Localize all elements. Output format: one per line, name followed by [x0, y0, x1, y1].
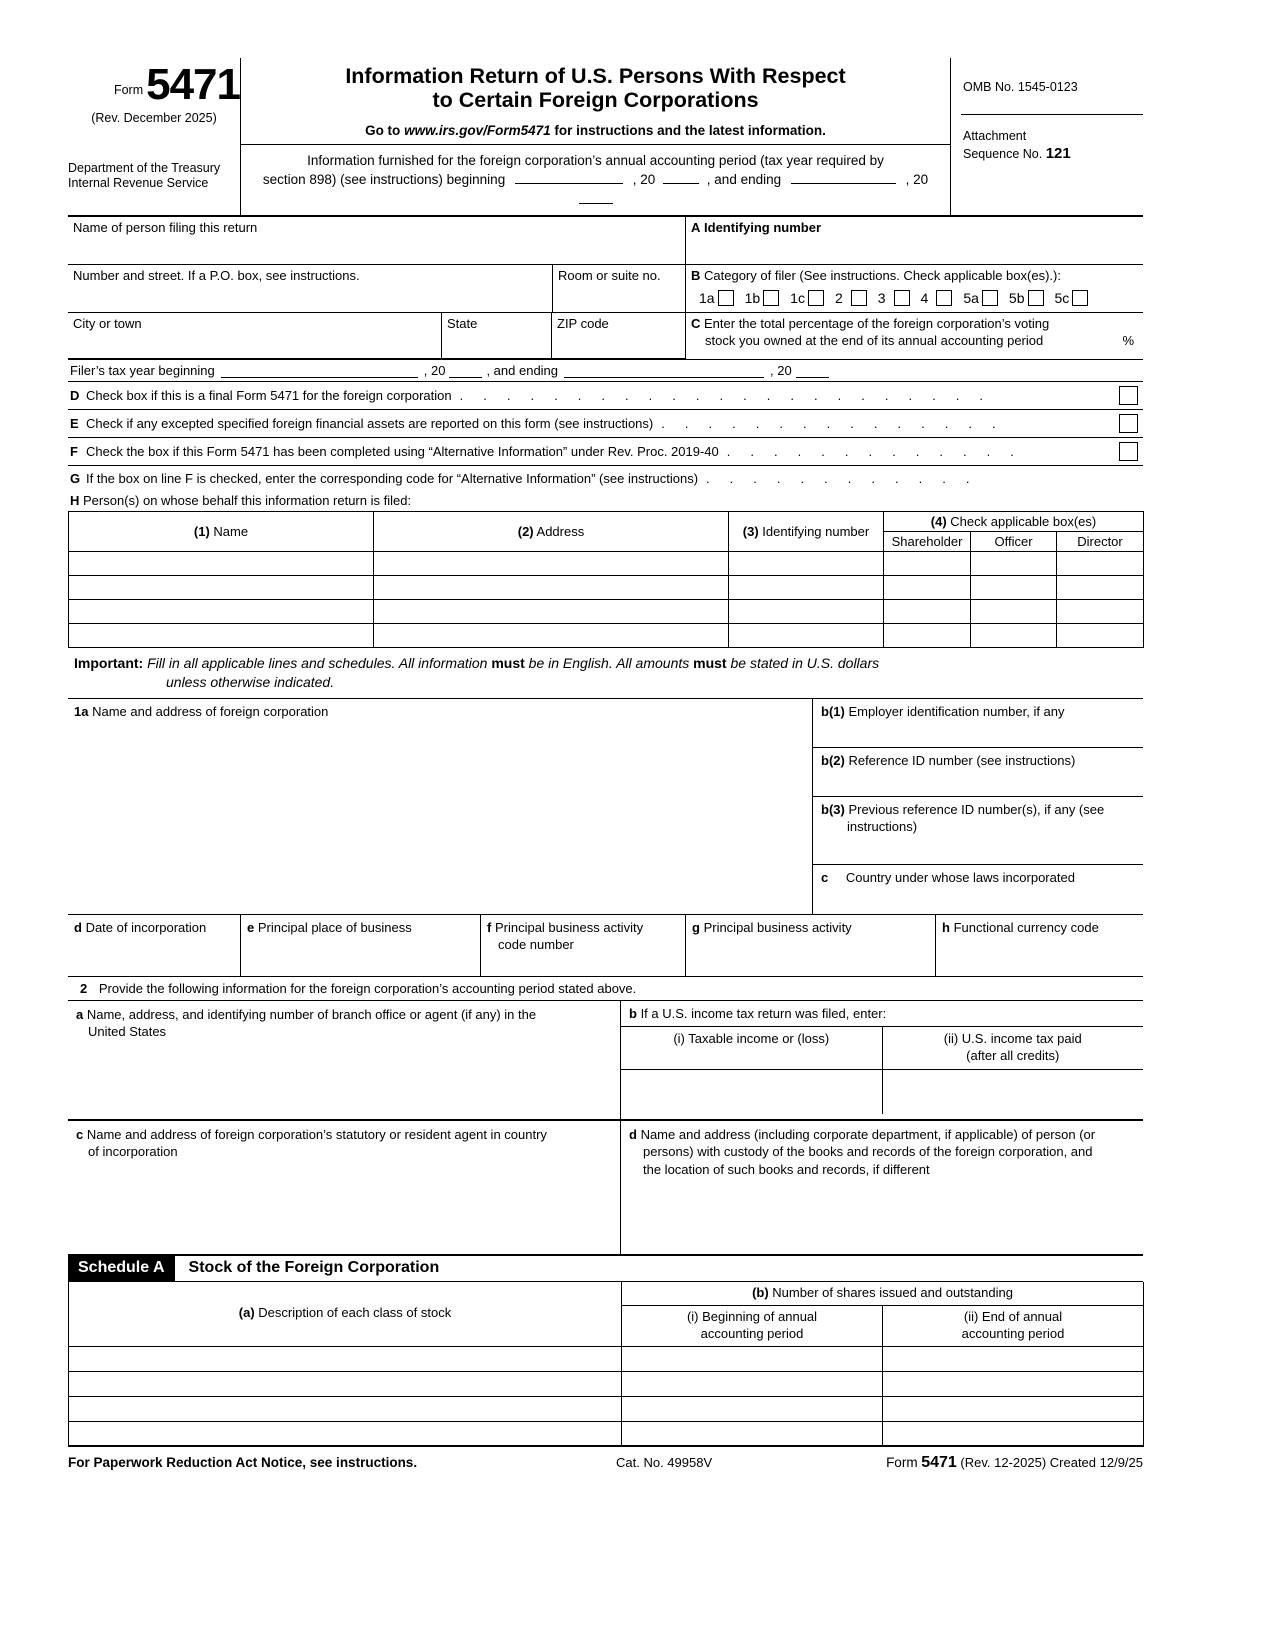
line-e-leader: . . . . . . . . . . . . . . .	[661, 417, 1004, 431]
cell-id[interactable]	[729, 600, 884, 624]
line-2d-text-2: persons) with custody of the books and records of the foreign corporation, and	[643, 1144, 1093, 1160]
line-d-leader: . . . . . . . . . . . . . . . . . . . . . . .	[459, 389, 992, 403]
filer-zip-label: ZIP code	[557, 316, 609, 332]
line-2c-label: c	[76, 1127, 84, 1143]
cell-officer[interactable]	[971, 600, 1057, 624]
line-2b-subheaders	[621, 1027, 1143, 1070]
checkbox-1b[interactable]	[763, 290, 779, 306]
section-2-number: 2	[80, 981, 88, 997]
beginning-date-field[interactable]	[515, 170, 623, 184]
schedule-a-beginning-line-1: (i) Beginning of annual	[686, 1308, 818, 1324]
filer-tax-year-20b: , 20	[770, 363, 792, 379]
accounting-period-block	[241, 144, 950, 214]
line-h-sub-shareholder: Shareholder	[884, 532, 971, 552]
schedule-a-table	[68, 1282, 1144, 1447]
col-1-text: Name	[209, 524, 249, 540]
line-1a-text: Name and address of foreign corporation	[88, 704, 329, 720]
category-item-5b[interactable]	[1009, 290, 1044, 306]
line-2c-text: Name and address of foreign corporation’s statutory or resident agent in country	[83, 1127, 547, 1143]
footer-form-word: Form	[886, 1455, 918, 1471]
line-2b-entry-row	[621, 1070, 1143, 1114]
header-title-block	[240, 58, 951, 215]
line-f-detail-text-2: code number	[498, 936, 574, 952]
line-e-box-cell[interactable]	[1113, 414, 1143, 433]
filer-tax-year-20a: , 20	[423, 363, 446, 379]
form-title-line-1: Information Return of U.S. Persons With Respect	[345, 64, 846, 88]
category-label-1a: 1a	[699, 289, 715, 306]
line-c-label: c	[821, 870, 829, 886]
voting-stock-text-1: Enter the total percentage of the foreign corporation’s voting	[704, 316, 1050, 332]
schedule-a-col-end	[883, 1305, 1144, 1346]
identifying-number-text: Identifying number	[704, 220, 822, 236]
cell-beginning-shares[interactable]	[622, 1421, 883, 1446]
table-row[interactable]	[69, 552, 1144, 576]
furnish-ending-label: , and ending	[706, 172, 782, 188]
ending-date-field[interactable]	[791, 170, 896, 184]
cell-address[interactable]	[374, 624, 729, 648]
table-row[interactable]	[69, 624, 1144, 648]
voting-stock-text-2: stock you owned at the end of its annual accounting period	[705, 332, 1044, 348]
cell-address[interactable]	[374, 552, 729, 576]
important-label: Important:	[74, 655, 144, 672]
line-2d-text-3: the location of such books and records, if different	[643, 1161, 930, 1177]
line-h-letter: H	[70, 493, 80, 509]
us-tax-paid-field[interactable]	[883, 1070, 1144, 1114]
cell-end-shares[interactable]	[883, 1346, 1144, 1371]
us-tax-return-block	[621, 1001, 1143, 1119]
category-item-4[interactable]	[921, 290, 953, 306]
line-e	[68, 409, 1143, 437]
category-item-5a[interactable]	[963, 290, 998, 306]
line-g	[68, 465, 1143, 491]
cell-id[interactable]	[729, 552, 884, 576]
important-text-b: be in English. All amounts	[524, 655, 694, 672]
line-f	[68, 437, 1143, 465]
category-item-1a[interactable]	[699, 290, 734, 306]
filer-tax-year-end-year-field[interactable]	[796, 364, 829, 378]
employer-id-cell[interactable]	[813, 699, 1143, 748]
schedule-a-header-row-1	[69, 1282, 1144, 1305]
functional-currency-cell[interactable]	[936, 915, 1143, 976]
line-e-detail-text: Principal place of business	[254, 920, 412, 936]
line-b2-label: b(2)	[821, 753, 845, 769]
schedule-a-col-description	[69, 1282, 622, 1346]
principal-business-activity-cell[interactable]	[686, 915, 936, 976]
col-3-number: (3)	[742, 524, 759, 540]
important-note	[68, 648, 1143, 699]
category-item-5c[interactable]	[1055, 290, 1089, 306]
form-5471-page	[68, 58, 1143, 1472]
line-f-letter: F	[70, 444, 78, 460]
line-2d-text: Name and address (including corporate department, if applicable) of person (or	[636, 1127, 1096, 1143]
filer-street-cell[interactable]	[68, 265, 553, 312]
abc-column	[686, 217, 1143, 359]
important-text-a: Fill in all applicable lines and schedules. All information	[147, 655, 492, 672]
line-h-header-row-1	[69, 512, 1144, 532]
footer-form-info	[884, 1454, 1143, 1472]
voting-stock-percentage-cell	[686, 313, 1143, 359]
schedule-a-end-line-2: accounting period	[961, 1325, 1065, 1341]
cell-shareholder[interactable]	[884, 576, 971, 600]
category-label-5c: 5c	[1054, 289, 1070, 306]
filer-room-cell[interactable]	[553, 265, 685, 312]
schedule-a-end-line-1: (ii) End of annual	[963, 1308, 1063, 1324]
filer-room-label: Room or suite no.	[558, 268, 661, 284]
schedule-a-col-shares	[622, 1282, 1144, 1305]
schedule-a-tag: Schedule A	[68, 1256, 175, 1281]
cell-name[interactable]	[69, 576, 374, 600]
category-label-5a: 5a	[963, 289, 979, 306]
line-b3-text: Previous reference ID number(s), if any (see	[844, 802, 1105, 818]
line-g-letter: G	[70, 471, 81, 487]
checkbox-line-e[interactable]	[1119, 414, 1138, 433]
line-2b-label: b	[629, 1006, 637, 1022]
cell-description[interactable]	[69, 1396, 622, 1421]
category-of-filer-text: Category of filer (See instructions. Check applicable box(es).):	[704, 268, 1061, 284]
line-h-col-name	[69, 512, 374, 552]
filer-city-label: City or town	[73, 316, 142, 332]
category-of-filer-cell	[686, 265, 1143, 313]
corp-ids-column	[813, 699, 1143, 914]
filer-city-cell[interactable]	[68, 313, 442, 358]
cell-id[interactable]	[729, 624, 884, 648]
line-f-label: f	[487, 920, 492, 936]
line-2d-label: d	[629, 1127, 637, 1143]
line-h-label: h	[942, 920, 950, 936]
cell-officer[interactable]	[971, 576, 1057, 600]
cell-description[interactable]	[69, 1421, 622, 1446]
furnish-beginning-label: section 898) (see instructions) beginning	[262, 172, 506, 188]
department-line-2: Internal Revenue Service	[68, 175, 209, 190]
checkbox-2[interactable]	[851, 290, 867, 306]
us-tax-paid-line-1: (ii) U.S. income tax paid	[943, 1031, 1082, 1047]
line-h-text: Person(s) on whose behalf this information return is filed:	[83, 493, 412, 509]
schedule-a-title: Stock of the Foreign Corporation	[188, 1259, 440, 1277]
form-word-label: Form	[113, 82, 144, 97]
checkbox-1c[interactable]	[808, 290, 824, 306]
corp-details-row	[68, 915, 1143, 977]
checkbox-5b[interactable]	[1028, 290, 1044, 306]
catalog-number: Cat. No. 49958V	[616, 1455, 713, 1471]
col-4-number: (4)	[930, 514, 947, 530]
line-h-col-identifying-number	[729, 512, 884, 552]
taxable-income-header: (i) Taxable income or (loss)	[621, 1027, 883, 1069]
letter-c: C	[691, 316, 701, 332]
line-h-header	[68, 491, 1143, 511]
table-row[interactable]	[69, 1421, 1144, 1446]
cell-shareholder[interactable]	[884, 624, 971, 648]
col-4-text: Check applicable box(es)	[946, 514, 1097, 530]
goto-url[interactable]: www.irs.gov/Form5471	[404, 122, 551, 138]
col-2-text: Address	[533, 524, 585, 540]
line-h-sub-director: Director	[1057, 532, 1144, 552]
line-h-sub-officer: Officer	[971, 532, 1057, 552]
goto-suffix: for instructions and the latest information.	[554, 122, 826, 138]
country-incorporated-cell[interactable]	[813, 865, 1143, 914]
important-text-c: be stated in U.S. dollars	[726, 655, 880, 672]
category-item-2[interactable]	[835, 290, 867, 306]
filer-state-cell[interactable]	[442, 313, 552, 358]
form-header	[68, 58, 1143, 217]
cell-officer[interactable]	[971, 552, 1057, 576]
percent-sign: %	[1122, 332, 1134, 348]
schedule-a-col-a-text: Description of each class of stock	[254, 1305, 452, 1321]
furnish-20-b: , 20	[905, 172, 929, 188]
category-checkbox-row	[691, 290, 1138, 306]
cell-beginning-shares[interactable]	[622, 1346, 883, 1371]
form-revision-date: (Rev. December 2025)	[91, 110, 217, 125]
line-b1-label: b(1)	[821, 704, 845, 720]
attachment-sequence-label: Sequence No.	[963, 146, 1043, 161]
identifying-number-label	[691, 220, 1138, 236]
line-h-table	[68, 511, 1144, 648]
category-label-4: 4	[920, 289, 929, 306]
line-d-box-cell[interactable]	[1113, 386, 1143, 405]
line-d-letter: D	[70, 388, 80, 404]
category-label-2: 2	[834, 289, 843, 306]
cell-shareholder[interactable]	[884, 600, 971, 624]
filer-name-cell[interactable]	[68, 217, 685, 265]
cell-director[interactable]	[1057, 624, 1144, 648]
cell-director[interactable]	[1057, 600, 1144, 624]
category-item-1b[interactable]	[745, 290, 780, 306]
corp-name-address-cell[interactable]	[68, 699, 813, 914]
line-d-label: d	[74, 920, 82, 936]
line-g-detail-text: Principal business activity	[699, 920, 852, 936]
attachment-label: Attachment	[963, 129, 1027, 143]
checkbox-line-d[interactable]	[1119, 386, 1138, 405]
cell-id[interactable]	[729, 576, 884, 600]
important-must-1: must	[491, 655, 525, 672]
cell-director[interactable]	[1057, 576, 1144, 600]
ending-year-field[interactable]	[579, 190, 613, 204]
filer-zip-cell[interactable]	[552, 313, 685, 358]
important-line-2: unless otherwise indicated.	[166, 674, 335, 691]
footer-form-number: 5471	[921, 1454, 957, 1472]
us-tax-paid-header	[883, 1027, 1144, 1069]
line-d-detail-text: Date of incorporation	[81, 920, 207, 936]
checkbox-5c[interactable]	[1072, 290, 1088, 306]
line-c-text: Country under whose laws incorporated	[845, 870, 1075, 886]
cell-name[interactable]	[69, 624, 374, 648]
line-h-detail-text: Functional currency code	[949, 920, 1099, 936]
cell-beginning-shares[interactable]	[622, 1371, 883, 1396]
beginning-year-field[interactable]	[663, 170, 699, 184]
col-3-text: Identifying number	[758, 524, 870, 540]
furnish-20-a: , 20	[632, 172, 656, 188]
footer-revision: (Rev. 12-2025) Created 12/9/25	[960, 1455, 1143, 1471]
filer-address-column	[68, 217, 686, 359]
foreign-corporation-block	[68, 699, 1143, 915]
form-footer	[68, 1447, 1143, 1472]
line-e-text: Check if any excepted specified foreign financial assets are reported on this form (see instructions)	[86, 416, 654, 432]
branch-office-cell[interactable]	[68, 1001, 621, 1119]
voting-stock-label-line2	[691, 333, 1138, 349]
filer-state-label: State	[447, 316, 478, 332]
line-f-leader: . . . . . . . . . . . . .	[726, 445, 1023, 459]
omb-number: OMB No. 1545-0123	[963, 80, 1078, 94]
line-f-detail-text: Principal business activity	[491, 920, 644, 936]
section-2ab-row	[68, 1001, 1143, 1121]
line-g-label: g	[692, 920, 700, 936]
filer-city-row	[68, 313, 685, 359]
line-e-letter: E	[70, 416, 79, 432]
line-2a-label: a	[76, 1007, 84, 1023]
filer-street-row	[68, 265, 685, 313]
filer-and-abc-block	[68, 217, 1143, 359]
cell-name[interactable]	[69, 600, 374, 624]
schedule-a-bar	[68, 1256, 1143, 1282]
header-right-block	[951, 58, 1143, 215]
voting-stock-label-line1	[691, 316, 1138, 332]
cell-address[interactable]	[374, 600, 729, 624]
line-e-label: e	[247, 920, 255, 936]
important-must-2: must	[693, 655, 727, 672]
schedule-a-col-a-number: (a)	[238, 1305, 255, 1321]
identifying-number-cell[interactable]	[686, 217, 1143, 265]
line-1a-label: 1a	[74, 704, 89, 720]
previous-reference-id-cell[interactable]	[813, 797, 1143, 865]
paperwork-notice: For Paperwork Reduction Act Notice, see instructions.	[68, 1455, 418, 1471]
line-d-text: Check box if this is a final Form 5471 for the foreign corporation	[86, 388, 452, 404]
category-label-1c: 1c	[790, 289, 805, 306]
department-block	[68, 161, 240, 191]
cell-address[interactable]	[374, 576, 729, 600]
filer-tax-year-row	[68, 359, 1143, 381]
checkbox-line-f[interactable]	[1119, 442, 1138, 461]
goto-instructions	[249, 123, 942, 138]
cell-end-shares[interactable]	[883, 1396, 1144, 1421]
table-row[interactable]	[69, 1346, 1144, 1371]
department-line-1: Department of the Treasury	[68, 160, 221, 175]
filer-name-label: Name of person filing this return	[73, 220, 258, 236]
header-left-block	[68, 58, 240, 215]
filer-tax-year-ending-label: , and ending	[486, 363, 559, 379]
line-g-text: If the box on line F is checked, enter the corresponding code for “Alternative Information” (see instructions)	[86, 471, 699, 487]
line-d	[68, 381, 1143, 409]
line-2a-text-2: United States	[88, 1024, 167, 1040]
cell-officer[interactable]	[971, 624, 1057, 648]
table-row[interactable]	[69, 1371, 1144, 1396]
line-g-leader: . . . . . . . . . . . .	[706, 472, 978, 486]
table-row[interactable]	[69, 600, 1144, 624]
line-h-col-address	[374, 512, 729, 552]
statutory-agent-cell[interactable]	[68, 1121, 621, 1254]
form-number: 5471	[146, 60, 240, 109]
schedule-a-col-b-text: Number of shares issued and outstanding	[768, 1285, 1013, 1301]
section-2cd-row	[68, 1121, 1143, 1256]
category-label-1b: 1b	[744, 289, 761, 306]
line-h-col-check-boxes	[884, 512, 1144, 532]
business-activity-code-cell[interactable]	[481, 915, 686, 976]
cell-director[interactable]	[1057, 552, 1144, 576]
line-2c-text-2: of incorporation	[88, 1144, 178, 1160]
schedule-a-col-b-number: (b)	[752, 1285, 769, 1301]
col-1-number: (1)	[193, 524, 210, 540]
attachment-sequence-number: 121	[1045, 144, 1071, 162]
attachment-sequence	[961, 114, 1143, 169]
filer-street-label: Number and street. If a P.O. box, see instructions.	[73, 268, 360, 284]
schedule-a-col-beginning	[622, 1305, 883, 1346]
col-2-number: (2)	[517, 524, 534, 540]
cell-description[interactable]	[69, 1371, 622, 1396]
schedule-a-beginning-line-2: accounting period	[700, 1325, 804, 1341]
section-2-text: Provide the following information for the foreign corporation’s accounting period stated above.	[98, 981, 637, 997]
principal-place-of-business-cell[interactable]	[241, 915, 481, 976]
cell-shareholder[interactable]	[884, 552, 971, 576]
filer-tax-year-begin-label: Filer’s tax year beginning	[70, 363, 215, 379]
goto-prefix: Go to	[365, 122, 401, 138]
category-of-filer-label	[691, 268, 1138, 284]
filer-tax-year-end-field[interactable]	[564, 364, 764, 378]
us-tax-paid-line-2: (after all credits)	[966, 1047, 1060, 1063]
line-2a-text: Name, address, and identifying number of branch office or agent (if any) in the	[83, 1007, 537, 1023]
section-2-header	[68, 977, 1143, 1001]
table-row[interactable]	[69, 1396, 1144, 1421]
line-2b-header	[621, 1001, 1143, 1027]
category-item-1c[interactable]	[790, 290, 824, 306]
cell-end-shares[interactable]	[883, 1421, 1144, 1446]
line-b3-text-2: instructions)	[847, 818, 918, 834]
checkbox-3[interactable]	[894, 290, 910, 306]
books-custody-cell[interactable]	[621, 1121, 1143, 1254]
form-identifier	[68, 58, 240, 109]
checkbox-5a[interactable]	[982, 290, 998, 306]
cell-description[interactable]	[69, 1346, 622, 1371]
form-title-line-2: to Certain Foreign Corporations	[432, 88, 759, 113]
table-row[interactable]	[69, 576, 1144, 600]
filer-tax-year-begin-field[interactable]	[221, 364, 418, 378]
category-item-3[interactable]	[878, 290, 910, 306]
taxable-income-field[interactable]	[621, 1070, 883, 1114]
line-2b-text: If a U.S. income tax return was filed, enter:	[636, 1006, 887, 1022]
cell-beginning-shares[interactable]	[622, 1396, 883, 1421]
checkbox-4[interactable]	[936, 290, 952, 306]
category-label-3: 3	[877, 289, 886, 306]
filer-tax-year-begin-year-field[interactable]	[449, 364, 482, 378]
furnish-line-1: Information furnished for the foreign corporation’s annual accounting period (tax year required by	[307, 152, 884, 168]
line-f-box-cell[interactable]	[1113, 442, 1143, 461]
letter-b: B	[691, 268, 701, 284]
line-b2-text: Reference ID number (see instructions)	[844, 753, 1076, 769]
category-label-5b: 5b	[1008, 289, 1025, 306]
cell-name[interactable]	[69, 552, 374, 576]
reference-id-cell[interactable]	[813, 748, 1143, 797]
line-b3-label: b(3)	[821, 802, 845, 818]
cell-end-shares[interactable]	[883, 1371, 1144, 1396]
furnish-line-2	[249, 170, 942, 209]
line-b1-text: Employer identification number, if any	[844, 704, 1065, 720]
letter-a: A	[691, 220, 701, 236]
line-f-text: Check the box if this Form 5471 has been completed using “Alternative Information” under Rev. Proc. 2019-40	[86, 444, 719, 460]
checkbox-1a[interactable]	[718, 290, 734, 306]
date-of-incorporation-cell[interactable]	[68, 915, 241, 976]
